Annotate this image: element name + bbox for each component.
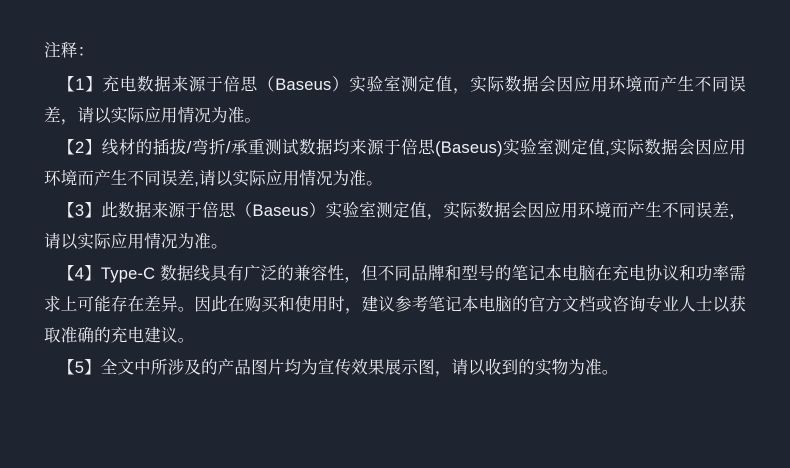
note-item: 【2】线材的插拔/弯折/承重测试数据均来源于倍思(Baseus)实验室测定值,实际数据会因应用环境而产生不同误差,请以实际应用情况为准。 — [44, 139, 746, 188]
note-item: 【1】充电数据来源于倍思（Baseus）实验室测定值，实际数据会因应用环境而产生不同误差，请以实际应用情况为准。 — [44, 76, 746, 125]
note-item: 【5】全文中所涉及的产品图片均为宣传效果展示图，请以收到的实物为准。 — [58, 359, 619, 377]
note-item: 【4】Type-C 数据线具有广泛的兼容性，但不同品牌和型号的笔记本电脑在充电协议和功率需求上可能存在差异。因此在购买和使用时，建议参考笔记本电脑的官方文档或咨询专业人士以获取准确的充电建议。 — [44, 265, 746, 345]
notes-heading: 注释： — [44, 42, 95, 60]
notes-list — [44, 70, 746, 384]
note-item: 【3】此数据来源于倍思（Baseus）实验室测定值，实际数据会因应用环境而产生不同误差，请以实际应用情况为准。 — [44, 202, 746, 251]
